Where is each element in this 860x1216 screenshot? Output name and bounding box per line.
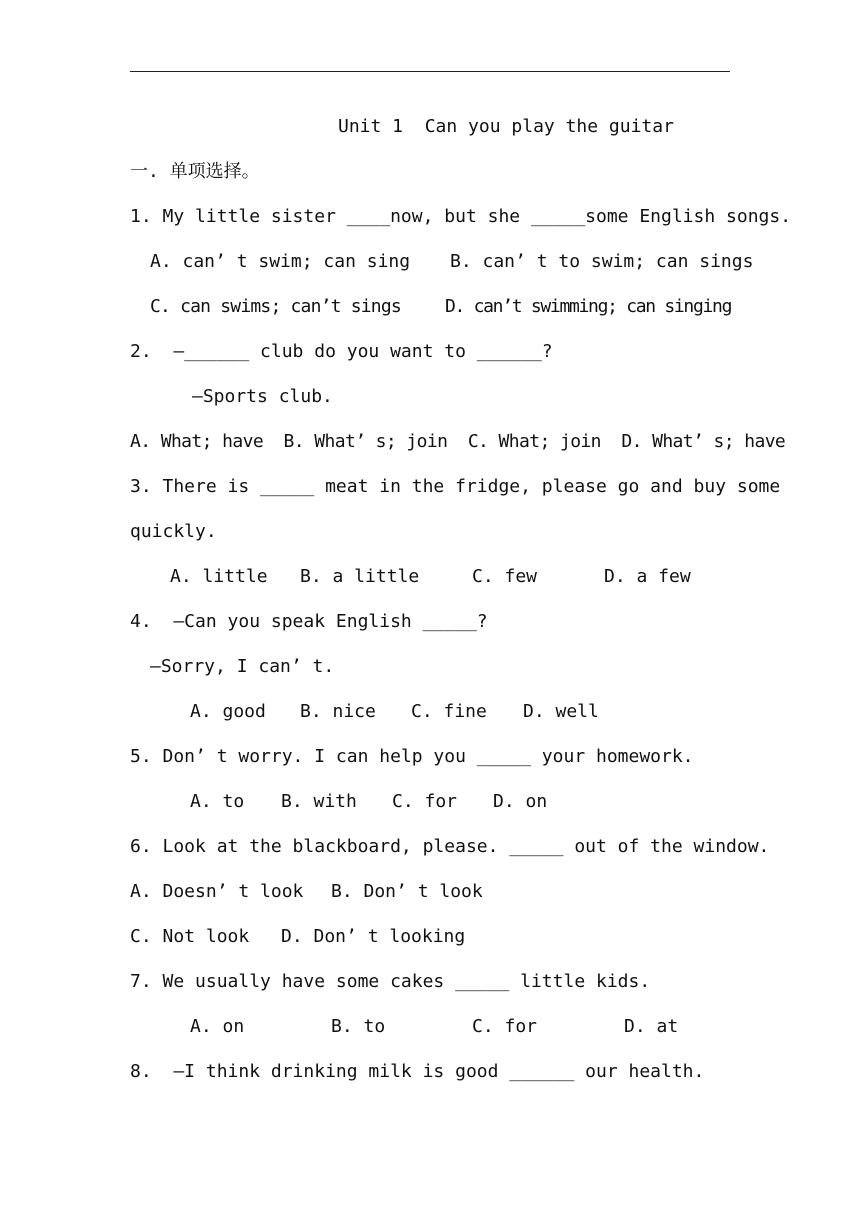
question-1-option-b: B. can’ t to swim; can sings: [450, 251, 754, 272]
question-2-options: A. What; have B. What’ s; join C. What; join D. What’ s; have: [130, 431, 786, 452]
question-5-option-c: C. for: [392, 791, 458, 812]
top-rule: [130, 71, 730, 72]
question-3-stem-cont: quickly.: [130, 521, 217, 542]
question-3-stem: 3. There is _____ meat in the fridge, please go and buy some: [130, 476, 781, 497]
question-5-option-d: D. on: [493, 791, 548, 812]
question-6-stem: 6. Look at the blackboard, please. _____ out of the window.: [130, 836, 770, 857]
question-4-stem: 4. —Can you speak English _____?: [130, 611, 488, 632]
question-5-option-b: B. with: [281, 791, 357, 812]
question-7-option-c: C. for: [472, 1016, 538, 1037]
question-4-option-b: B. nice: [300, 701, 376, 722]
question-3-option-b: B. a little: [300, 566, 420, 587]
section-heading: 一. 单项选择。: [130, 161, 260, 182]
question-7-stem: 7. We usually have some cakes _____ little kids.: [130, 971, 651, 992]
question-1-option-a: A. can’ t swim; can sing: [150, 251, 411, 272]
question-7-option-b: B. to: [331, 1016, 386, 1037]
question-6-option-a: A. Doesn’ t look: [130, 881, 304, 902]
question-4-option-c: C. fine: [411, 701, 487, 722]
question-2-stem: 2. —______ club do you want to ______?: [130, 341, 553, 362]
question-7-option-d: D. at: [624, 1016, 679, 1037]
question-3-option-a: A. little: [170, 566, 268, 587]
question-2-reply: —Sports club.: [192, 386, 333, 407]
question-4-reply: —Sorry, I can’ t.: [150, 656, 335, 677]
question-6-option-d: D. Don’ t looking: [281, 926, 466, 947]
question-6-option-c: C. Not look: [130, 926, 250, 947]
question-4-option-d: D. well: [523, 701, 599, 722]
question-1-option-c: C. can swims; can’t sings: [150, 296, 401, 317]
question-6-option-b: B. Don’ t look: [331, 881, 483, 902]
question-7-option-a: A. on: [190, 1016, 245, 1037]
question-1-option-d: D. can’t swimming; can singing: [445, 296, 732, 317]
page-title: Unit 1 Can you play the guitar: [338, 116, 674, 137]
question-5-option-a: A. to: [190, 791, 245, 812]
question-5-stem: 5. Don’ t worry. I can help you _____ your homework.: [130, 746, 694, 767]
question-1-stem: 1. My little sister ____now, but she _____some English songs.: [130, 206, 792, 227]
question-3-option-d: D. a few: [604, 566, 691, 587]
question-3-option-c: C. few: [472, 566, 538, 587]
question-8-stem: 8. —I think drinking milk is good ______ our health.: [130, 1061, 705, 1082]
question-4-option-a: A. good: [190, 701, 266, 722]
